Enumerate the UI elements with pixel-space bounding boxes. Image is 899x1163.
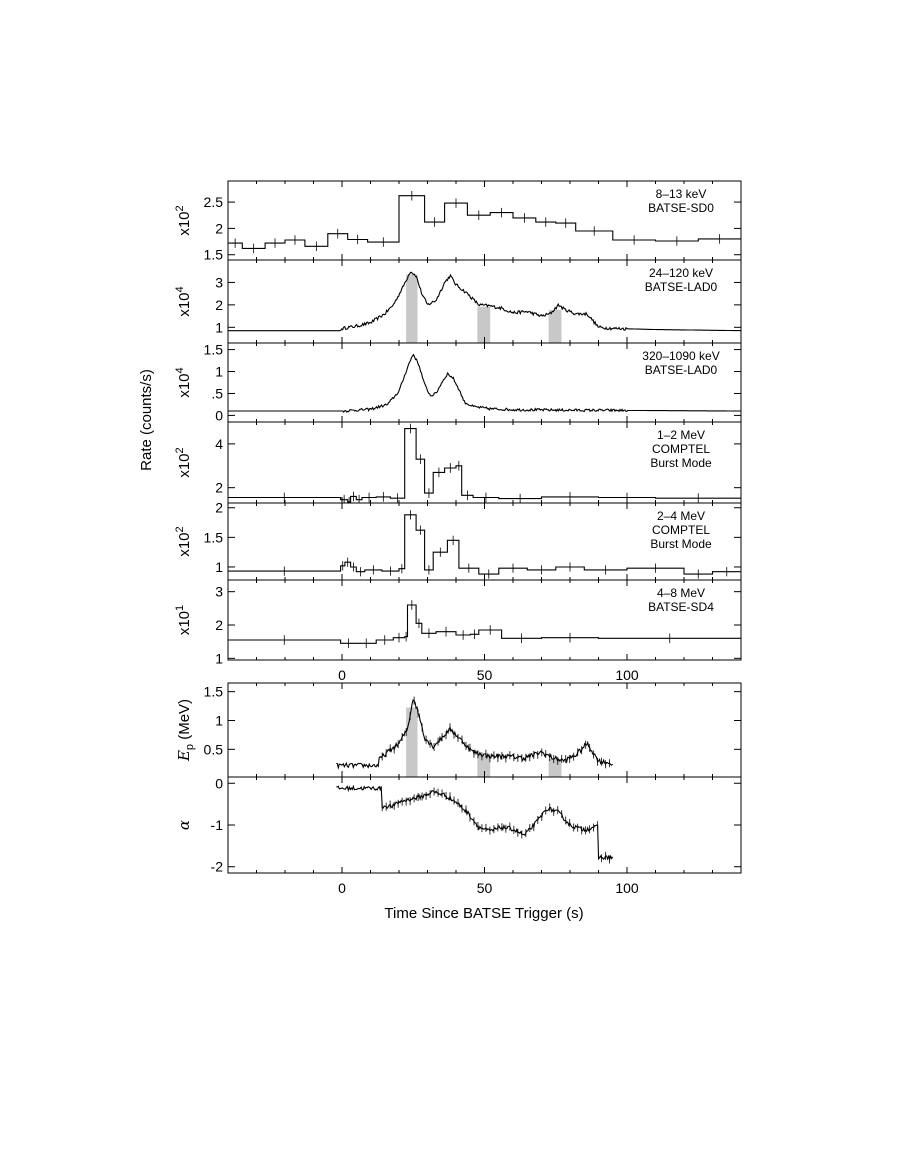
annotation-c24-1: COMPTEL: [651, 523, 711, 537]
shaded-interval-lad24-2: [549, 310, 562, 343]
series-line-ep: [336, 700, 612, 768]
annotation-c12-1: COMPTEL: [651, 442, 711, 456]
panel-sd0: [174, 181, 741, 263]
shaded-interval-ep-1: [477, 755, 490, 777]
ylabel-sd0: $x10^2$: [174, 205, 193, 236]
panel-frame-alpha: [228, 777, 741, 873]
rate-axis-label: Rate (counts/s): [138, 369, 155, 471]
annotation-sd4-1: BATSE-SD4: [648, 600, 714, 614]
xtick-label-sd4-2: 100: [615, 667, 639, 683]
ytick-label-ep-1: 1: [215, 712, 223, 729]
ytick-label-sd4-0: 1: [215, 650, 223, 667]
ytick-label-lad320-1: .5: [211, 385, 223, 402]
annotation-sd0-1: BATSE-SD0: [648, 201, 714, 215]
annotation-sd4-0: 4–8 MeV: [656, 586, 706, 600]
ytick-label-ep-0: 0.5: [203, 741, 223, 758]
xtick-label-alpha-0: 0: [338, 880, 346, 896]
panel-ep: [175, 683, 741, 777]
panel-c12: [174, 422, 741, 507]
series-line-alpha: [336, 786, 612, 859]
panel-lad24: [174, 260, 741, 343]
annotation-c24-2: Burst Mode: [650, 537, 712, 551]
shaded-interval-lad24-1: [477, 307, 490, 343]
ylabel-alpha: α: [175, 819, 193, 831]
x-axis-label: Time Since BATSE Trigger (s): [384, 905, 584, 922]
ytick-label-c12-0: 2: [215, 479, 223, 496]
ytick-label-sd0-2: 2.5: [203, 194, 223, 211]
ylabel-lad320: $x10^4$: [174, 367, 193, 398]
ylabel-lad24: $x10^4$: [174, 286, 193, 317]
ytick-label-sd0-1: 2: [215, 220, 223, 237]
annotation-c12-0: 1–2 MeV: [656, 428, 706, 442]
ytick-label-c24-0: 1: [215, 558, 223, 575]
panel-alpha: [175, 775, 741, 896]
shaded-interval-lad24-0: [406, 275, 417, 343]
panels: [174, 181, 741, 896]
ytick-label-lad24-2: 3: [215, 274, 223, 291]
ytick-label-alpha-0: -2: [210, 858, 223, 875]
ytick-label-c24-1: 1.5: [203, 529, 223, 546]
ylabel-c12: $x10^2$: [174, 447, 193, 478]
ytick-label-lad24-0: 1: [215, 319, 223, 336]
ytick-label-sd0-0: 1.5: [203, 246, 223, 263]
ytick-label-c12-1: 4: [215, 435, 223, 452]
panel-lad320: [174, 342, 741, 424]
panel-sd4: [174, 580, 741, 683]
ylabel-sd4: $x10^1$: [174, 604, 193, 636]
annotation-c12-2: Burst Mode: [650, 456, 712, 470]
annotation-c24-0: 2–4 MeV: [656, 509, 706, 523]
shaded-interval-ep-0: [406, 708, 417, 777]
ytick-label-lad320-2: 1: [215, 363, 223, 380]
xtick-label-sd4-0: 0: [338, 667, 346, 683]
xtick-label-sd4-1: 50: [476, 667, 493, 683]
ytick-label-alpha-1: -1: [210, 817, 223, 833]
annotation-lad24-0: 24–120 keV: [648, 266, 714, 280]
ytick-label-sd4-1: 2: [215, 617, 223, 633]
ytick-label-sd4-2: 3: [215, 583, 223, 600]
ytick-label-c24-2: 2: [215, 499, 223, 516]
xtick-label-alpha-1: 50: [476, 880, 493, 896]
ytick-label-lad320-3: 1.5: [203, 341, 223, 358]
panel-c24: [174, 500, 741, 580]
ytick-label-lad24-1: 2: [215, 296, 223, 313]
ytick-label-lad320-0: 0: [215, 407, 223, 424]
annotation-lad320-1: BATSE-LAD0: [644, 363, 718, 377]
ylabel-ep: $E_p$ (MeV): [175, 698, 196, 762]
annotation-lad24-1: BATSE-LAD0: [644, 280, 718, 294]
annotation-lad320-0: 320–1090 keV: [642, 349, 720, 363]
ytick-label-alpha-2: 0: [215, 775, 223, 792]
xtick-label-alpha-2: 100: [615, 880, 639, 896]
ylabel-c24: $x10^2$: [174, 526, 193, 557]
ytick-label-ep-2: 1.5: [203, 683, 223, 700]
annotation-sd0-0: 8–13 keV: [655, 187, 707, 201]
